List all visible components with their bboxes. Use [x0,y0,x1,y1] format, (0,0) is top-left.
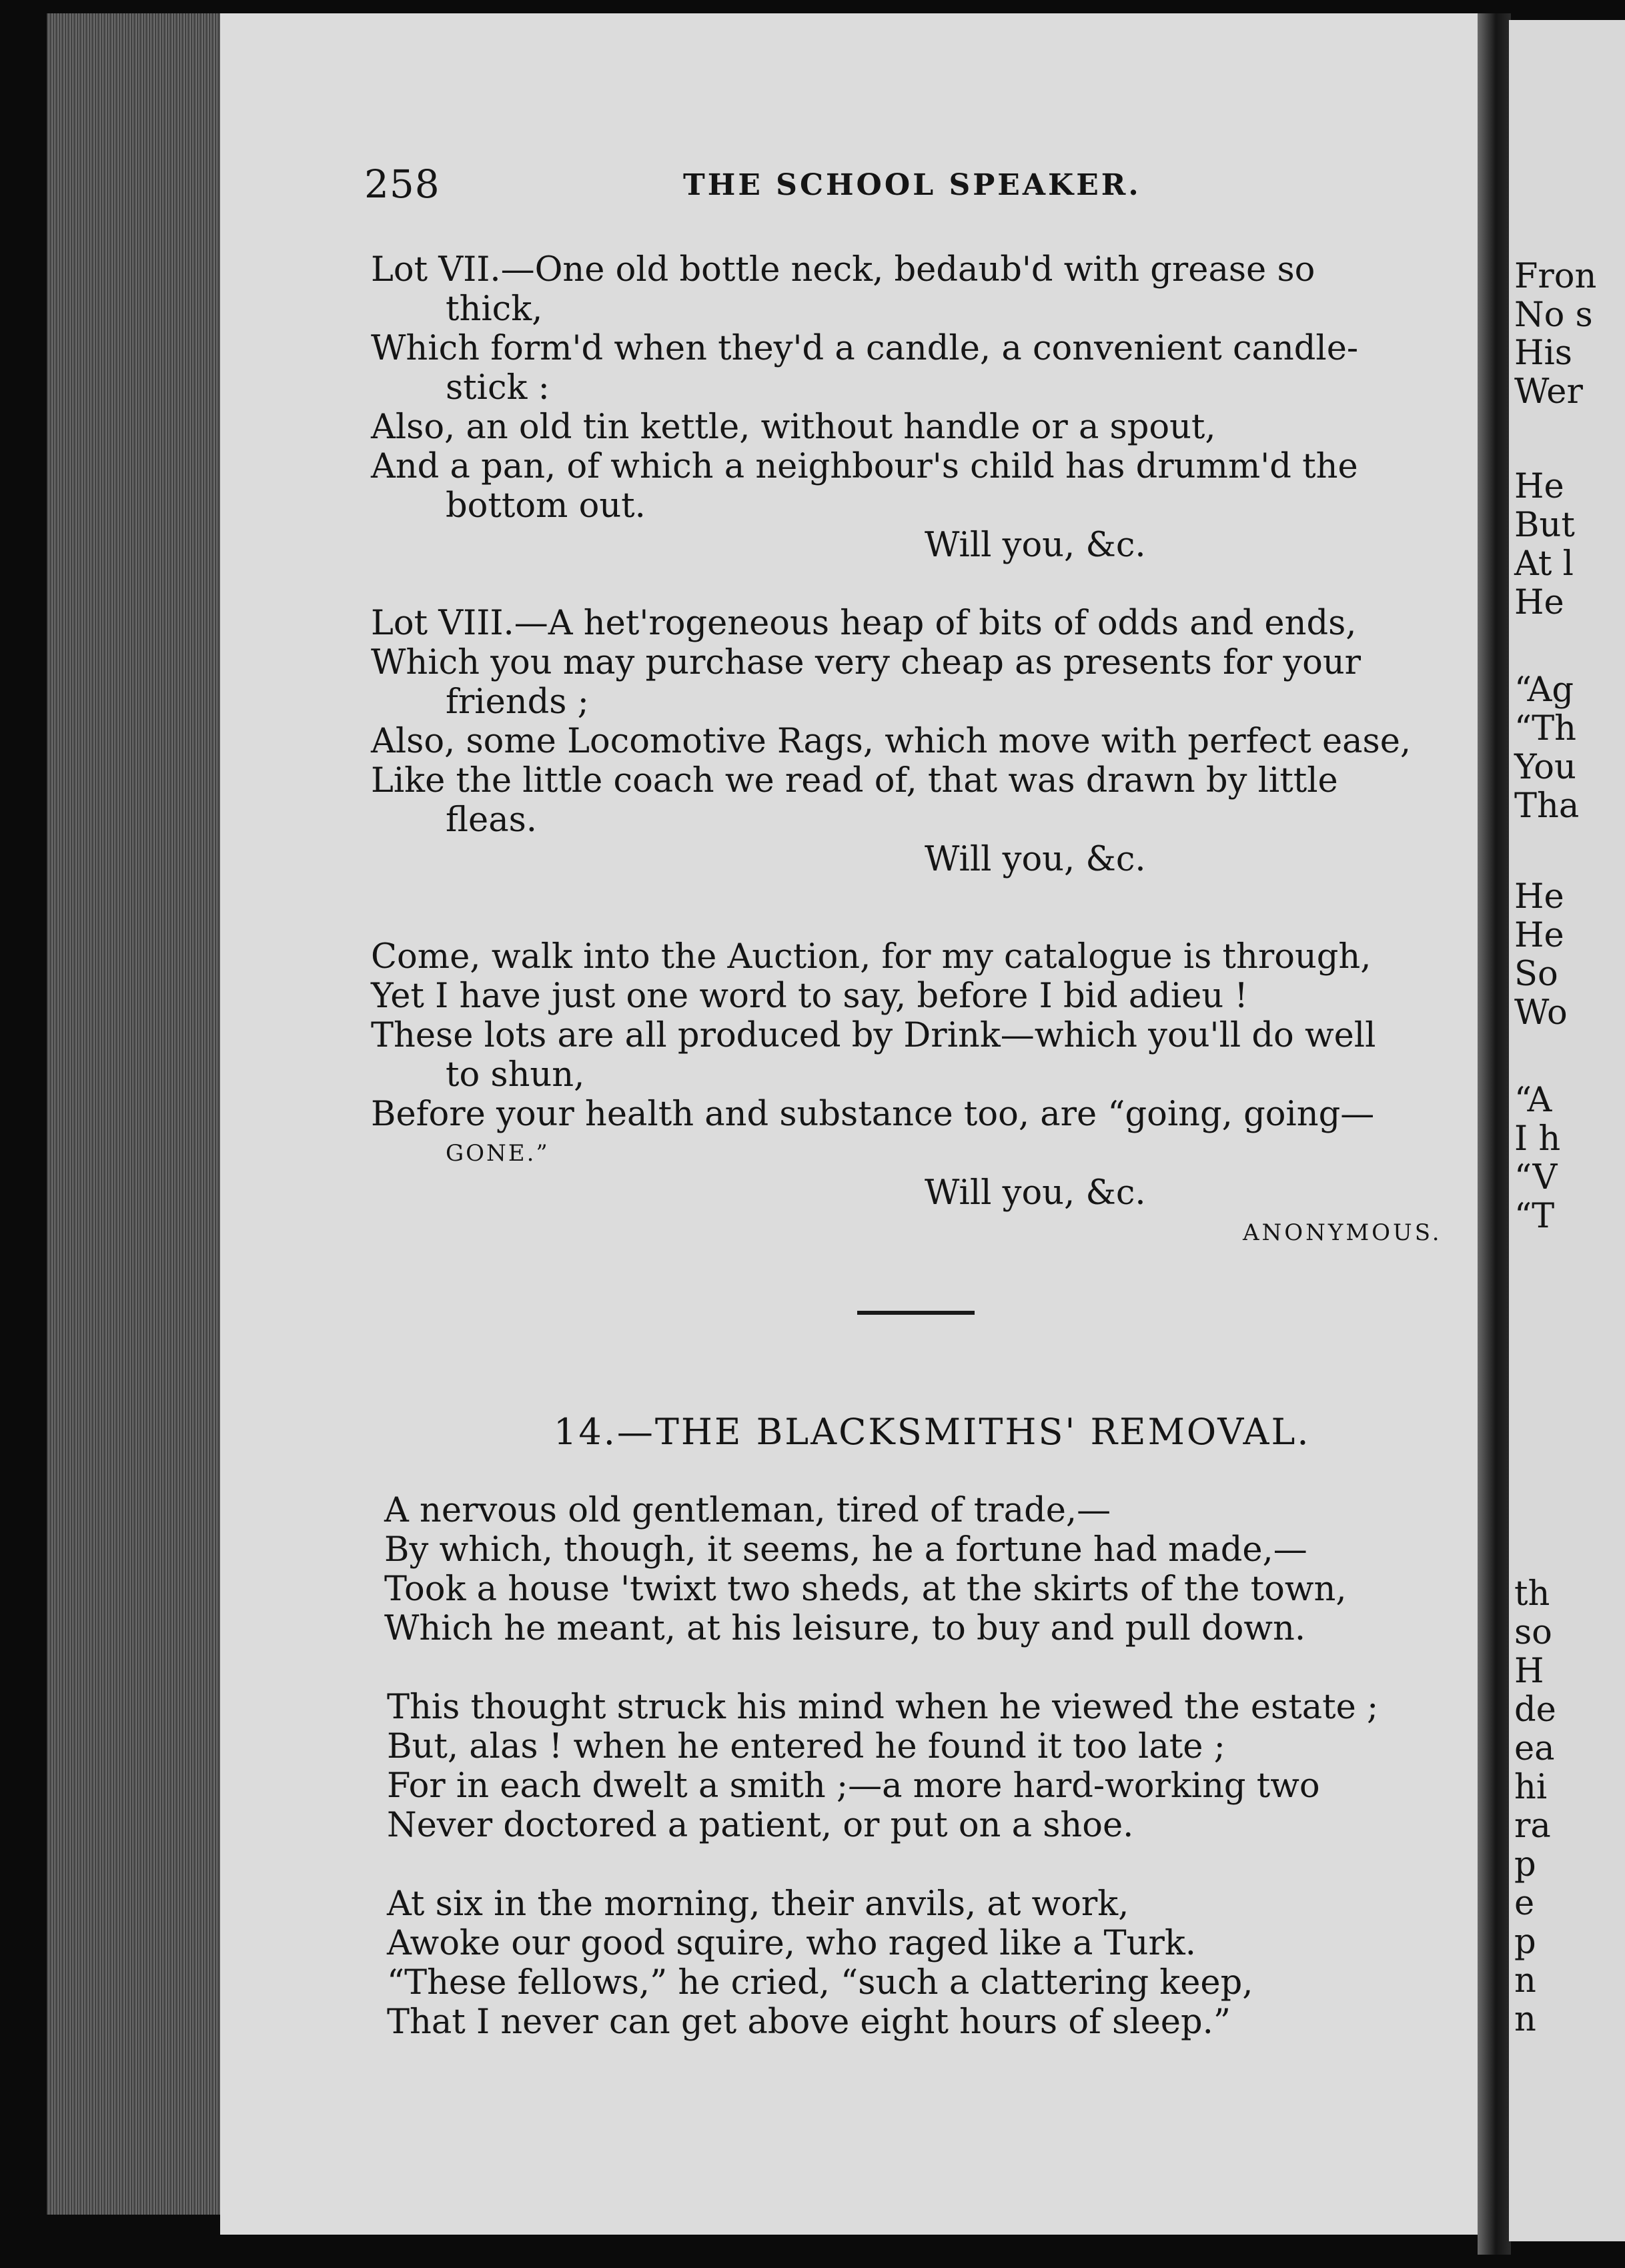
fragment: “T [1514,1197,1555,1236]
fragment: th [1514,1574,1550,1614]
verse-line: This thought struck his mind when he viewed the estate ; [387,1688,1379,1727]
fragment: so [1514,1613,1552,1652]
verse-line: Come, walk into the Auction, for my catalogue is through, [371,937,1372,977]
fragment: Wer [1514,372,1583,412]
verse-line: Also, some Locomotive Rags, which move with perfect ease, [371,722,1412,761]
fragment: de [1514,1690,1556,1730]
verse-line: Which form'd when they'd a candle, a convenient candle- [371,329,1359,368]
verse-line: bottom out. [446,486,646,526]
fragment: I h [1514,1119,1561,1159]
verse-line: Which you may purchase very cheap as presents for your [371,643,1362,682]
fragment: Fron [1514,257,1597,296]
verse-line: But, alas ! when he entered he found it too late ; [387,1727,1225,1766]
page-number: 258 [364,161,440,207]
stanza-lot-viii [371,604,1412,879]
verse-line: Also, an old tin kettle, without handle or a spout, [371,408,1216,447]
verse-line: These lots are all produced by Drink—which you'll do well [371,1016,1376,1055]
poem-stanza [387,1884,1347,2042]
verse-line: That I never can get above eight hours of sleep.” [387,2003,1231,2042]
section-divider [857,1311,975,1315]
verse-line: Which he meant, at his leisure, to buy and pull down. [384,1609,1306,1648]
fragment: p [1514,1922,1536,1962]
fragment: Tha [1514,786,1580,826]
verse-line: “These fellows,” he cried, “such a clattering keep, [387,1963,1253,2003]
fragment: So [1514,955,1558,994]
stanza-closing [371,937,1376,1213]
fragment: He [1514,583,1564,622]
fragment: ra [1514,1806,1551,1846]
verse-line: Took a house 'twixt two sheds, at the skirts of the town, [384,1570,1347,1609]
fragment: n [1514,2000,1536,2039]
verse-line: to shun, [446,1055,585,1095]
verse-line: Like the little coach we read of, that was drawn by little [371,761,1338,800]
book-page [220,13,1484,2235]
page-edges [47,13,221,2215]
verse-line: At six in the morning, their anvils, at work, [387,1884,1129,1924]
verse-line: thick, [446,290,543,329]
fragment: “V [1514,1158,1558,1197]
fragment: p [1514,1845,1536,1884]
fragment: n [1514,1961,1536,2001]
fragment: At l [1514,544,1574,584]
verse-line: A nervous old gentleman, tired of trade,— [384,1491,1111,1530]
verse-line: By which, though, it seems, he a fortune had made,— [384,1530,1307,1570]
verse-line: Awoke our good squire, who raged like a Turk. [387,1924,1196,1963]
fragment: But [1514,506,1575,545]
refrain-line: Will you, &c. [925,840,1146,879]
verse-line: Lot VII.—One old bottle neck, bedaub'd with grease so [371,250,1315,290]
poem-stanza [384,1491,1345,1648]
facing-page-fragment [1509,20,1625,2241]
section-title: 14.—THE BLACKSMITHS' REMOVAL. [554,1411,1311,1453]
fragment: His [1514,334,1572,373]
fragment: ea [1514,1729,1555,1768]
fragment: “A [1514,1081,1552,1120]
verse-line: Yet I have just one word to say, before I bid adieu ! [371,977,1248,1016]
verse-line: And a pan, of which a neighbour's child has drumm'd the [371,447,1358,486]
fragment: Wo [1514,993,1568,1033]
verse-line: friends ; [446,682,589,722]
fragment: H [1514,1652,1544,1691]
fragment: No s [1514,296,1593,335]
fragment: You [1514,748,1576,787]
verse-line: Never doctored a patient, or put on a shoe. [387,1806,1134,1845]
verse-line: For in each dwelt a smith ;—a more hard-working two [387,1766,1320,1806]
verse-line: Lot VIII.—A het'rogeneous heap of bits of odds and ends, [371,604,1357,643]
verse-line: Before your health and substance too, are “going, going— [371,1095,1375,1134]
verse-line: GONE.” [446,1140,550,1167]
fragment: He [1514,877,1564,917]
fragment: He [1514,916,1564,955]
poem-stanza [387,1688,1379,1845]
fragment: hi [1514,1768,1548,1807]
fragment: e [1514,1884,1535,1923]
fragment: He [1514,467,1564,506]
attribution: ANONYMOUS. [1243,1219,1442,1246]
refrain-line: Will you, &c. [925,1173,1146,1213]
refrain-line: Will you, &c. [925,526,1146,565]
stanza-lot-vii [371,250,1359,565]
book-gutter [1478,13,1511,2255]
fragment: “Ag [1514,670,1574,710]
running-head: THE SCHOOL SPEAKER. [683,168,1141,202]
fragment: “Th [1514,709,1576,748]
verse-line: fleas. [446,800,537,840]
verse-line: stick : [446,368,550,408]
